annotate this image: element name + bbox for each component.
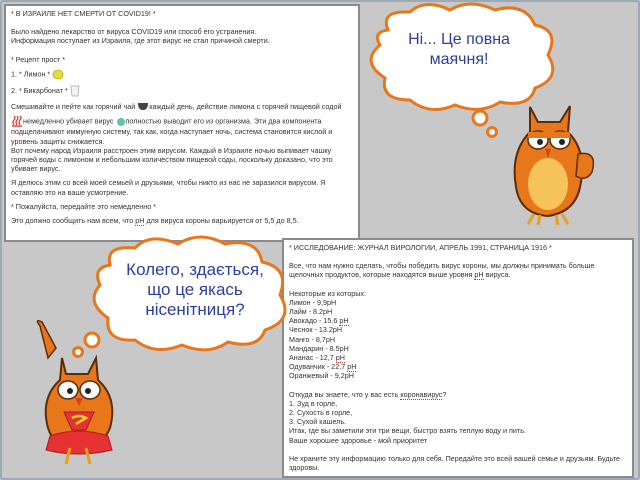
body-text: немедленно убивает вирус	[23, 116, 114, 126]
ph-term: pH	[335, 353, 345, 363]
bubble-line: що це якась	[147, 280, 243, 299]
symptom-item: 3. Сухой кашель.	[289, 417, 347, 427]
advice-line: Итак, где вы заметили эти три вещи, быстро взять теплую воду и пить.	[289, 426, 526, 436]
recipe-item-label: 1. * Лимон *	[11, 69, 51, 79]
super-owl-illustration	[20, 318, 135, 468]
ph-term: pH	[347, 362, 357, 372]
advice-line: Ваше хорошее здоровье - мой приоритет	[289, 435, 428, 445]
bubble-line: Колего, здається,	[126, 260, 264, 279]
ph-term: рН	[135, 216, 145, 226]
food-text: Лимон - 9,9pH	[289, 297, 337, 307]
recipe-heading: * Рецепт прост *	[11, 54, 66, 64]
ph-term: pH	[339, 316, 349, 326]
body-text: каждый день, действие лимона с горячей пищевой содой	[149, 101, 342, 111]
intro-line: Информация поступает из Израиля, где этот вирус не стал причиной смерти.	[11, 36, 270, 46]
food-text: Лайм - 8.2pH	[289, 307, 333, 317]
recipe-item-label: 2. * Бикарбонат *	[11, 85, 68, 95]
closing-line: Не храните эту информацию только для себя. Передайте это всей вашей семье и друзьям. Будьте здоровы.	[289, 453, 620, 473]
body-text: Все, что нам нужно сделать, чтобы победить вирус короны, мы должны принимать больше щелочных продуктов, которые находятся выше уровня	[289, 261, 595, 280]
food-text: Авокадо - 15.6	[289, 316, 340, 326]
body-text: ?	[442, 389, 447, 399]
thought-bubble-left-text	[110, 260, 280, 320]
skeptical-owl-illustration	[490, 92, 602, 227]
ph-term: рН	[474, 270, 484, 280]
intro-line: Было найдено лекарство от вируса COVID19 или способ его устранения.	[11, 27, 257, 37]
please-share-line: * Пожалуйста, передайте это немедленно *	[11, 201, 156, 211]
card-title: * В ИЗРАИЛЕ НЕТ СМЕРТИ ОТ COVID19! *	[11, 9, 156, 18]
body-text: Откуда вы знаете, что у вас есть	[289, 389, 401, 399]
food-text: Чеснок - 13.2pH	[289, 325, 343, 335]
body-paragraph: подщелачивают иммунную систему, так как, когда наступает ночь, система становится кислой и уровень защиты снижается.	[11, 127, 333, 146]
foods-heading: Некоторые из которых:	[289, 288, 366, 298]
bubble-line: нісенітниця?	[145, 300, 245, 319]
symptom-item: 2. Сухость в горле,	[289, 408, 353, 418]
food-text: Оранжевый - 9,2pH	[289, 371, 354, 381]
body-text: Это должно сообщить нам всем, что	[11, 216, 136, 226]
bubble-line: маячня!	[429, 51, 489, 68]
coronavirus-term: коронавирус	[400, 389, 443, 399]
body-text: полностью выводит его из организма. Эти два компонента	[125, 116, 322, 126]
bubble-line: Ні... Це повна	[408, 31, 510, 48]
food-text: Мандарин - 8.5pH	[289, 343, 349, 353]
food-text: Ананас - 12,7	[289, 353, 336, 363]
card-title: * ИССЛЕДОВАНИЕ: ЖУРНАЛ ВИРОЛОГИИ, АПРЕЛЬ 1991, СТРАНИЦА 1916 *	[289, 243, 552, 252]
symptom-item: 1. Зуд в горле,	[289, 398, 338, 408]
body-text: для вируса короны варьируется от 5,5 до 8,5.	[144, 216, 299, 226]
food-text: Одуванчик - 22,7	[289, 362, 348, 372]
body-text: Смешивайте и пейте как горячий чай	[11, 101, 136, 111]
body-paragraph: Я делюсь этим со всей моей семьей и друзьями, чтобы никто из нас не заразился вирусом. Я оставляю это на ваше усмотрение.	[11, 178, 326, 197]
body-text: вируса.	[483, 270, 511, 280]
body-paragraph: Вот почему народ Израиля расстроен этим вирусом. Каждый в Израиле ночью выпивает чашку горячей воды с лимоном и небольшим количеством пищевой соды, поскольку доказано, что это убивает вирус.	[11, 145, 333, 174]
food-text: Манго - 8,7pH	[289, 334, 336, 344]
